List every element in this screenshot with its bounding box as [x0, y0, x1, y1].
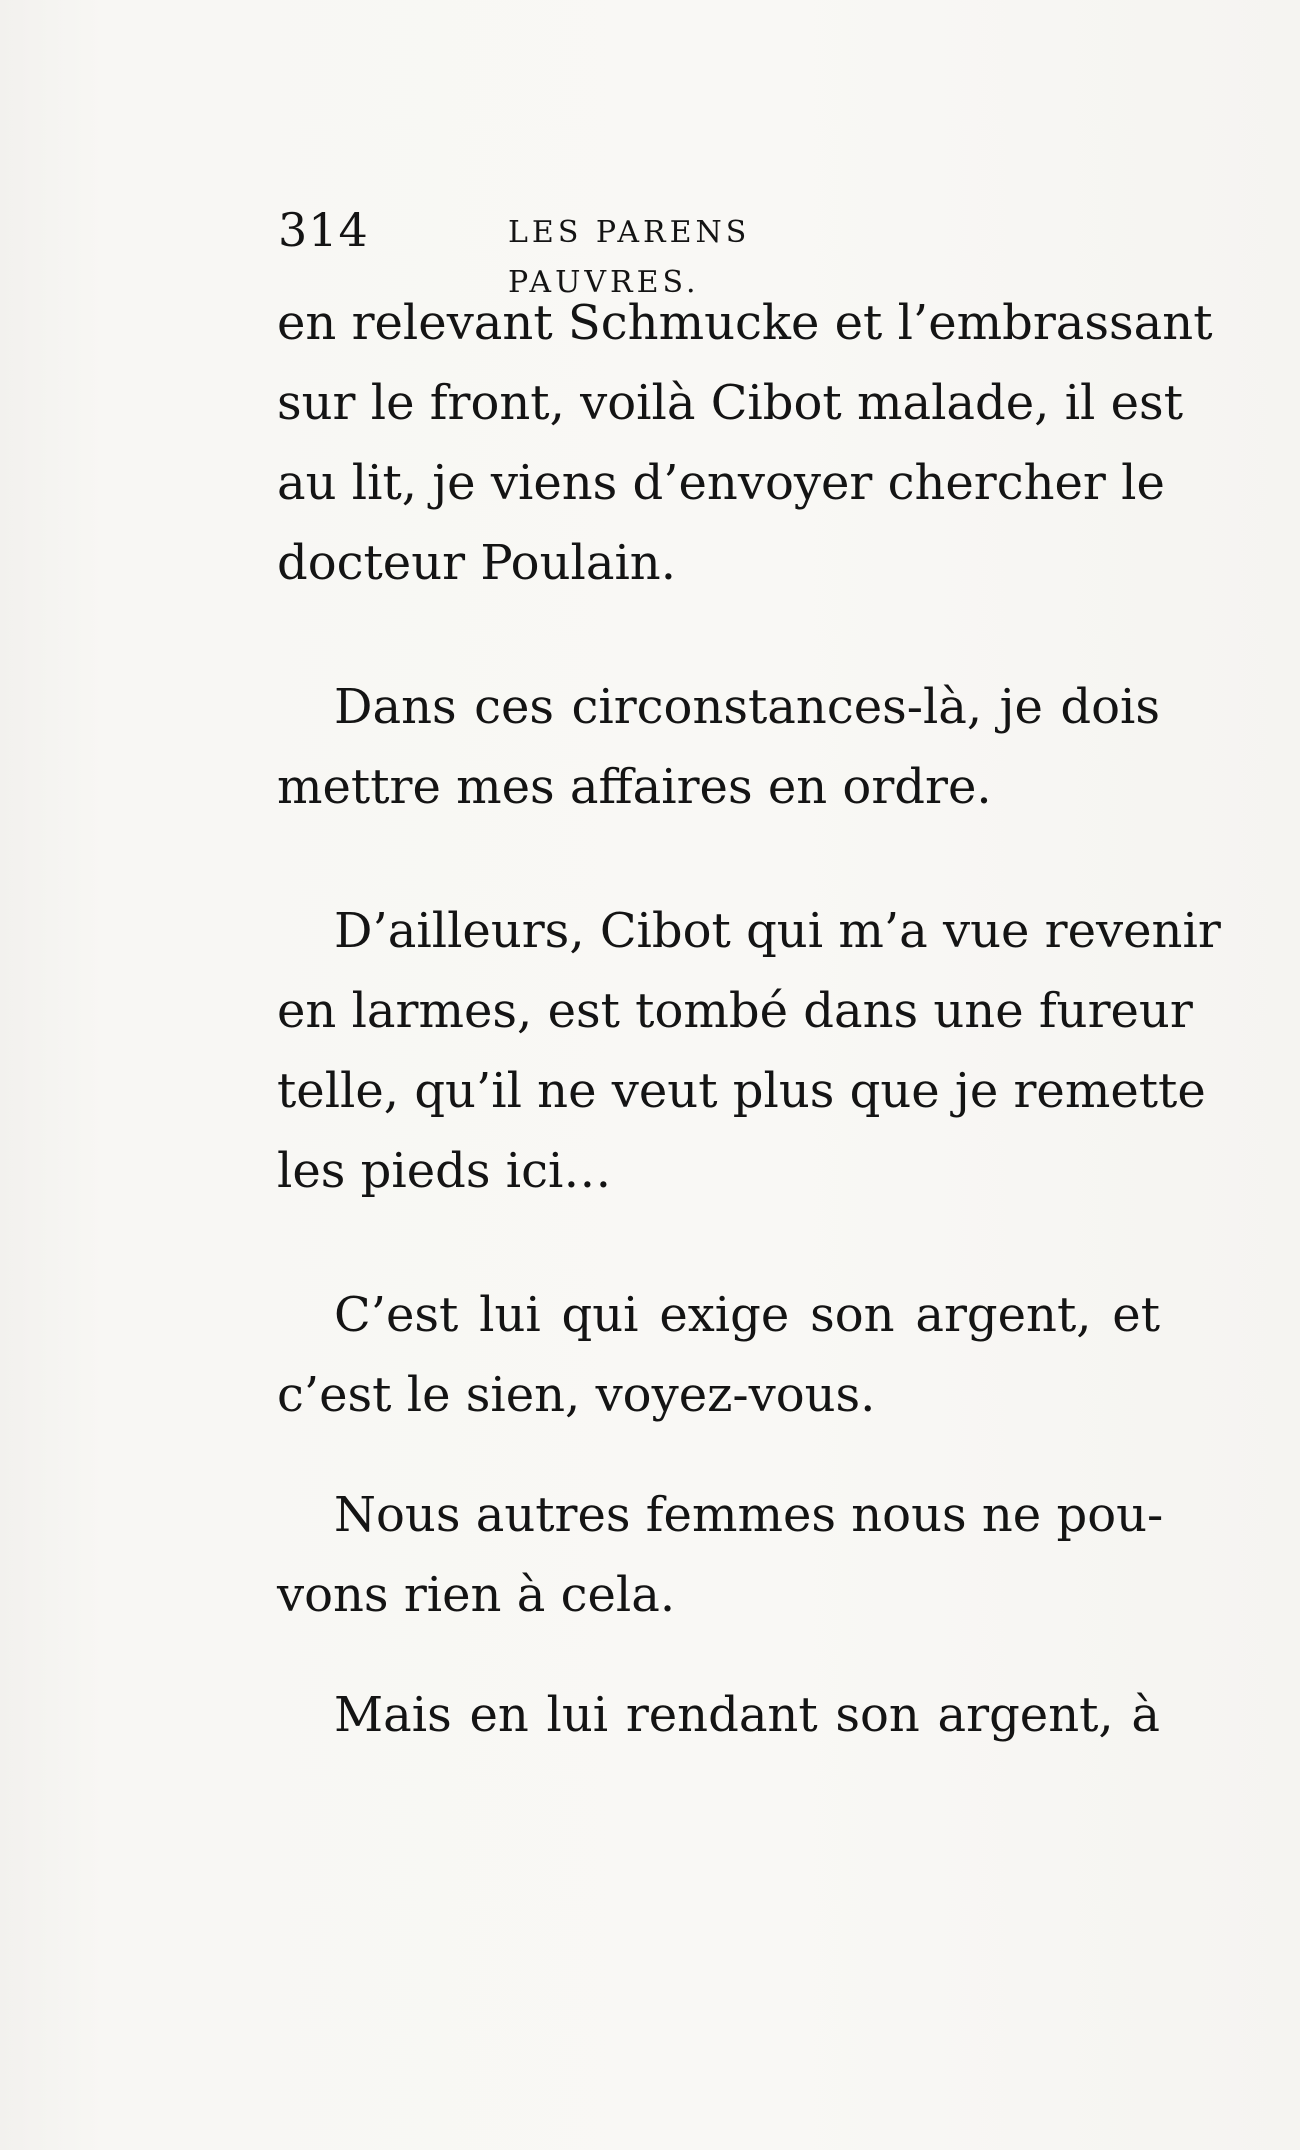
text-line: Dans ces circonstances-là, je dois: [334, 679, 1160, 735]
text-line: au lit, je viens d’envoyer chercher le: [277, 455, 1165, 511]
text-line: en relevant Schmucke et l’embrassant: [277, 295, 1213, 351]
text-line: docteur Poulain.: [277, 535, 676, 591]
text-line: les pieds ici…: [277, 1143, 612, 1199]
running-title: LES PARENS PAUVRES.: [508, 215, 751, 300]
text-line: C’est lui qui exige son argent, et: [334, 1287, 1160, 1343]
text-line: telle, qu’il ne veut plus que je remette: [277, 1063, 1206, 1119]
text-line: sur le front, voilà Cibot malade, il est: [277, 375, 1183, 431]
text-line: Nous autres femmes nous ne pou-: [334, 1487, 1164, 1543]
text-line: en larmes, est tombé dans une fureur: [277, 983, 1193, 1039]
page-header: [278, 200, 938, 300]
text-line: Mais en lui rendant son argent, à: [334, 1687, 1160, 1743]
page-number: 314: [278, 203, 369, 257]
paragraph-gap: [277, 1435, 1160, 1475]
paragraph-gap: [277, 827, 1160, 891]
paragraph-gap: [277, 603, 1160, 667]
text-line: c’est le sien, voyez-vous.: [277, 1367, 876, 1423]
text-line: D’ailleurs, Cibot qui m’a vue revenir: [334, 903, 1221, 959]
paragraph-gap: [277, 1211, 1160, 1275]
body-text: [277, 283, 1221, 1755]
text-line: mettre mes affaires en ordre.: [277, 759, 992, 815]
paragraph-gap: [277, 1635, 1160, 1675]
text-line: vons rien à cela.: [277, 1567, 676, 1623]
